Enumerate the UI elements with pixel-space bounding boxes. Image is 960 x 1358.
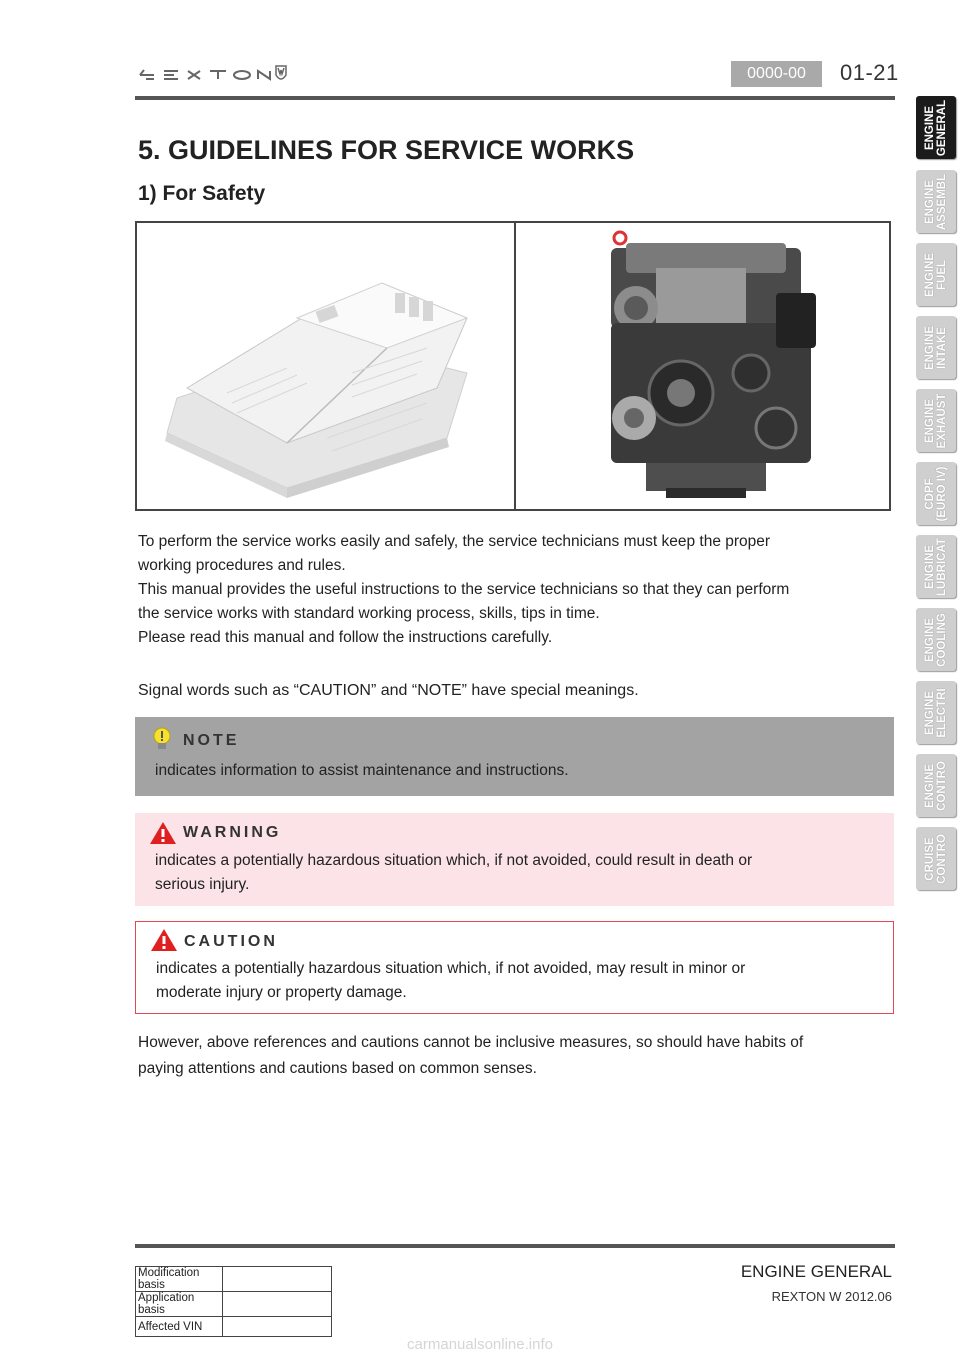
tab-line: EXHAUST xyxy=(936,393,948,448)
footer-model: REXTON W 2012.06 xyxy=(771,1289,892,1304)
manual-image-cell xyxy=(137,223,516,509)
page-number: 01-21 xyxy=(840,60,899,85)
intro-line: To perform the service works easily and safely, the service technicians must keep the proper xyxy=(138,533,771,550)
intro-line: working procedures and rules. xyxy=(138,557,346,574)
intro-paragraph xyxy=(138,530,848,650)
header-rule xyxy=(135,96,895,100)
tab-line: CRUISE xyxy=(924,836,936,881)
revision-info-table xyxy=(135,1266,332,1337)
section-code: 0000-00 xyxy=(731,61,822,87)
tab-line: ENGINE xyxy=(924,617,936,662)
table-label: Application basis xyxy=(136,1292,223,1317)
table-label: Affected VIN xyxy=(136,1317,223,1337)
tab-engine-cooling[interactable] xyxy=(916,608,956,671)
tab-line: CONTRO xyxy=(936,760,948,811)
page-title: 5. GUIDELINES FOR SERVICE WORKS xyxy=(138,135,635,165)
tab-line: FUEL xyxy=(936,259,948,290)
closing-paragraph xyxy=(138,1030,858,1082)
tab-line: CDPF xyxy=(924,477,936,510)
caution-text xyxy=(156,957,856,1005)
footer-section-title: ENGINE GENERAL xyxy=(740,1262,892,1281)
warning-line: indicates a potentially hazardous situation which, if not avoided, could result in death or xyxy=(155,852,753,869)
tab-line: INTAKE xyxy=(936,326,948,369)
warning-label: WARNING xyxy=(183,824,282,841)
table-row xyxy=(136,1317,332,1337)
closing-line: However, above references and cautions cannot be inclusive measures, so should have habits of xyxy=(138,1034,804,1051)
warning-triangle-icon xyxy=(149,821,177,845)
table-label: Modification basis xyxy=(136,1267,223,1292)
footer-rule xyxy=(135,1244,895,1248)
open-manual-illustration xyxy=(137,223,514,509)
caution-box xyxy=(135,921,894,1014)
caution-line: moderate injury or property damage. xyxy=(156,984,407,1001)
tab-line: GENERAL xyxy=(936,99,948,156)
tab-line: COOLING xyxy=(936,612,948,667)
tab-line: ENGINE xyxy=(924,179,936,224)
engine-image-cell xyxy=(516,223,893,509)
tab-line: ASSEMBL xyxy=(936,173,948,230)
tab-line: LUBRICAT xyxy=(936,537,948,596)
image-table xyxy=(135,221,891,511)
tab-engine-general[interactable] xyxy=(916,96,956,159)
engine-photo-illustration xyxy=(516,223,893,509)
tab-line: (EURO IV) xyxy=(936,466,948,521)
tab-engine-intake[interactable] xyxy=(916,316,956,379)
section-subtitle: 1) For Safety xyxy=(138,182,266,205)
tab-engine-lubrication[interactable] xyxy=(916,535,956,598)
tab-line: ENGINE xyxy=(924,325,936,370)
table-row xyxy=(136,1292,332,1317)
tab-engine-assembly[interactable] xyxy=(916,170,956,233)
tab-line: ENGINE xyxy=(924,398,936,443)
table-value xyxy=(223,1317,332,1337)
tab-line: ENGINE xyxy=(924,105,936,150)
tab-engine-exhaust[interactable] xyxy=(916,389,956,452)
note-box xyxy=(135,717,894,796)
tab-cruise-control[interactable] xyxy=(916,827,956,890)
tab-cdpf[interactable] xyxy=(916,462,956,525)
watermark: carmanualsonline.info xyxy=(407,1336,553,1353)
tab-engine-control[interactable] xyxy=(916,754,956,817)
tab-line: ENGINE xyxy=(924,544,936,589)
warning-box xyxy=(135,813,894,906)
table-row xyxy=(136,1267,332,1292)
intro-line: This manual provides the useful instructions to the service technicians so that they can perform xyxy=(138,581,790,598)
lightbulb-icon xyxy=(149,725,175,753)
warning-line: serious injury. xyxy=(155,876,250,893)
signal-words-text: Signal words such as “CAUTION” and “NOTE” have special meanings. xyxy=(138,682,639,699)
caution-triangle-icon xyxy=(150,928,178,952)
note-text: indicates information to assist maintenance and instructions. xyxy=(155,762,569,779)
tab-engine-fuel[interactable] xyxy=(916,243,956,306)
rexton-logo xyxy=(138,63,288,87)
note-label: NOTE xyxy=(183,732,240,749)
tab-line: ELECTRI xyxy=(936,687,948,738)
caution-label: CAUTION xyxy=(184,933,278,950)
table-value xyxy=(223,1292,332,1317)
tab-line: ENGINE xyxy=(924,763,936,808)
table-value xyxy=(223,1267,332,1292)
intro-line: the service works with standard working process, skills, tips in time. xyxy=(138,605,600,622)
closing-line: paying attentions and cautions based on common senses. xyxy=(138,1060,537,1077)
tab-line: CONTRO xyxy=(936,833,948,884)
warning-text xyxy=(155,849,855,897)
intro-line: Please read this manual and follow the instructions carefully. xyxy=(138,629,553,646)
tab-line: ENGINE xyxy=(924,690,936,735)
tab-engine-electrical[interactable] xyxy=(916,681,956,744)
tab-line: ENGINE xyxy=(924,252,936,297)
caution-line: indicates a potentially hazardous situation which, if not avoided, may result in minor or xyxy=(156,960,746,977)
